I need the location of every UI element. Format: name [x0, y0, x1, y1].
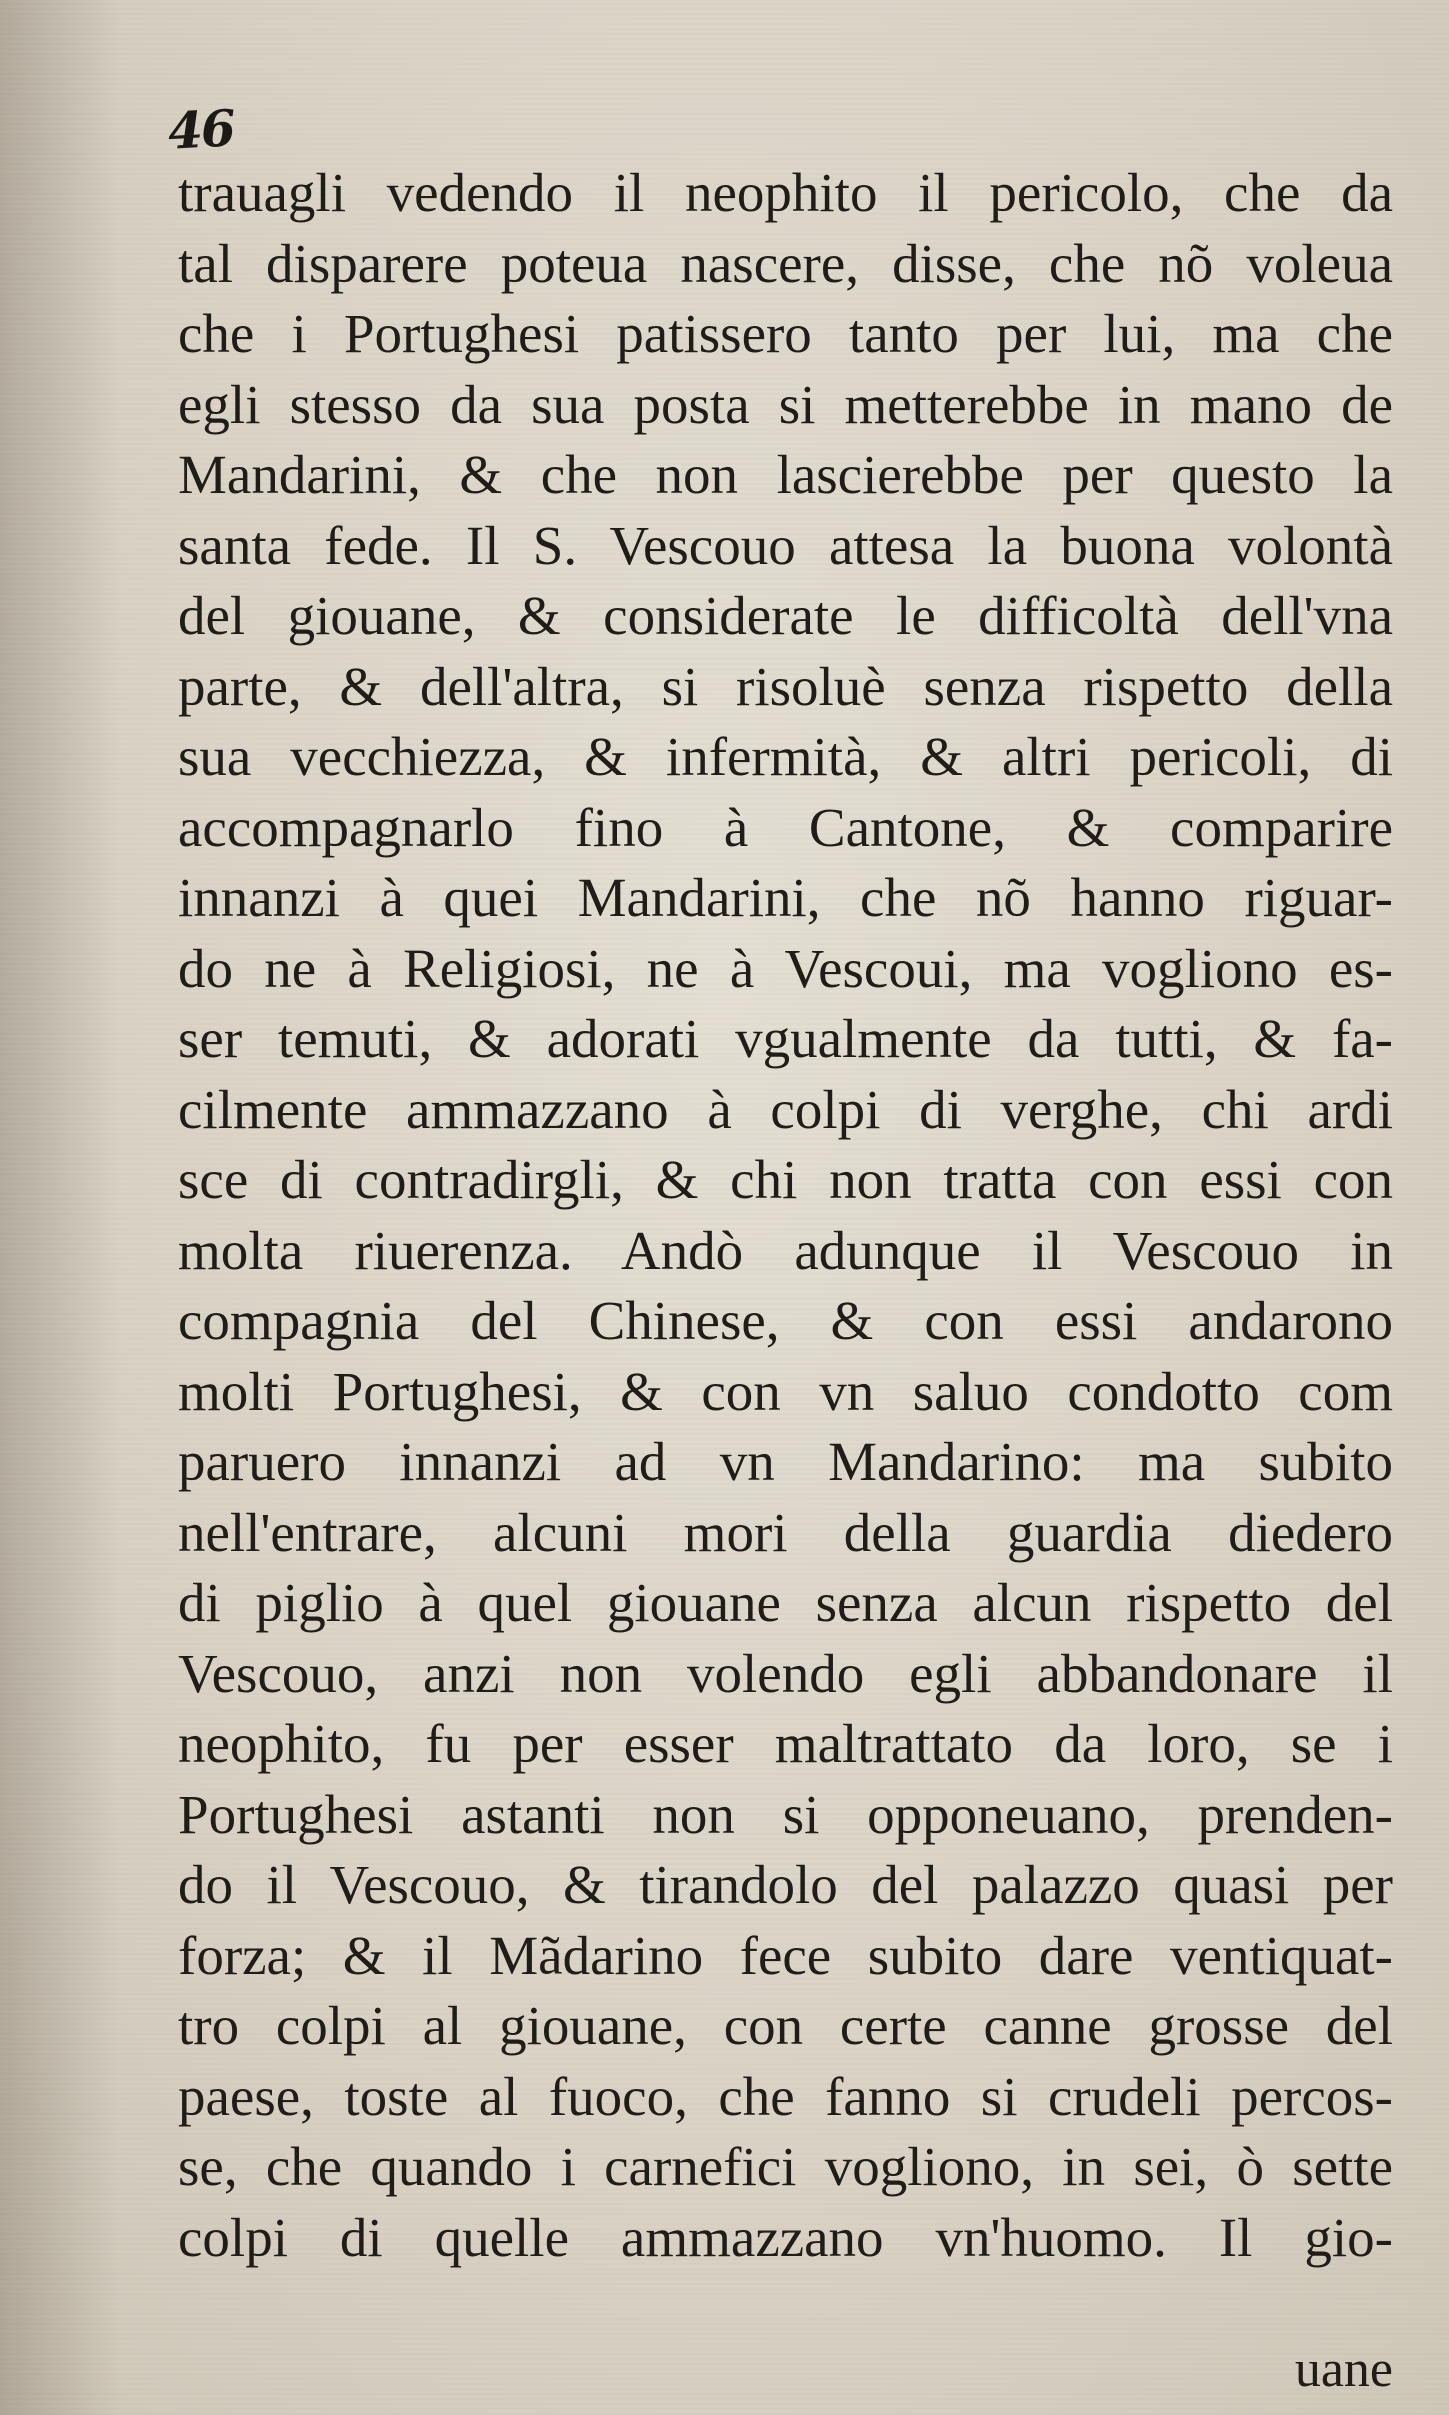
- text-line: Vescouo, anzi non volendo egli abbandonare il: [178, 1642, 1393, 1704]
- text-line: se, che quando i carnefici vogliono, in sei, ò sette: [178, 2136, 1393, 2197]
- body-text: [178, 158, 1393, 2273]
- text-line: accompagnarlo fino à Cantone, & comparire: [178, 796, 1393, 858]
- text-line: egli stesso da sua posta si metterebbe in mano de: [178, 373, 1393, 435]
- text-line: cilmente ammazzano à colpi di verghe, chi ardi: [178, 1078, 1393, 1140]
- text-line: santa fede. Il S. Vescouo attesa la buona volontà: [178, 514, 1393, 576]
- text-line: compagnia del Chinese, & con essi andarono: [178, 1290, 1393, 1351]
- text-line: do il Vescouo, & tirandolo del palazzo quasi per: [178, 1854, 1393, 1915]
- text-line: colpi di quelle ammazzano vn'huomo. Il gio-: [178, 2206, 1393, 2268]
- page-number: 46: [166, 98, 236, 161]
- text-line: Mandarini, & che non lascierebbe per questo la: [178, 444, 1393, 505]
- text-line: do ne à Religiosi, ne à Vescoui, ma vogliono es-: [178, 937, 1393, 999]
- text-line: innanzi à quei Mandarini, che nõ hanno riguar-: [178, 867, 1393, 928]
- text-line: tal disparere poteua nascere, disse, che nõ voleua: [178, 232, 1393, 294]
- text-line: neophito, fu per esser maltrattato da loro, se i: [178, 1713, 1393, 1774]
- text-line: molti Portughesi, & con vn saluo condotto com: [178, 1360, 1393, 1422]
- text-line: ser temuti, & adorati vgualmente da tutti, & fa-: [178, 1008, 1393, 1069]
- text-line: Portughesi astanti non si opponeuano, prenden-: [178, 1783, 1393, 1845]
- text-line: che i Portughesi patissero tanto per lui, ma che: [178, 303, 1393, 364]
- text-line: molta riuerenza. Andò adunque il Vescouo in: [178, 1219, 1393, 1281]
- text-line: nell'entrare, alcuni mori della guardia diedero: [178, 1501, 1393, 1563]
- text-line: tro colpi al giouane, con certe canne grosse del: [178, 1995, 1393, 2056]
- text-line: del giouane, & considerate le difficoltà dell'vna: [178, 585, 1393, 646]
- text-line: sua vecchiezza, & infermità, & altri pericoli, di: [178, 726, 1393, 787]
- catchword: uane: [1294, 2341, 1393, 2398]
- text-line: forza; & il Mãdarino fece subito dare ventiquat-: [178, 1924, 1393, 1986]
- text-line: trauagli vedendo il neophito il pericolo, che da: [178, 162, 1393, 223]
- text-line: sce di contradirgli, & chi non tratta con essi con: [178, 1149, 1393, 1210]
- text-line: parte, & dell'altra, si risoluè senza rispetto della: [178, 655, 1393, 717]
- gutter-shadow: [0, 0, 120, 2415]
- text-line: paese, toste al fuoco, che fanno si crudeli percos-: [178, 2065, 1393, 2127]
- text-line: paruero innanzi ad vn Mandarino: ma subito: [178, 1431, 1393, 1492]
- text-line: di piglio à quel giouane senza alcun rispetto del: [178, 1572, 1393, 1633]
